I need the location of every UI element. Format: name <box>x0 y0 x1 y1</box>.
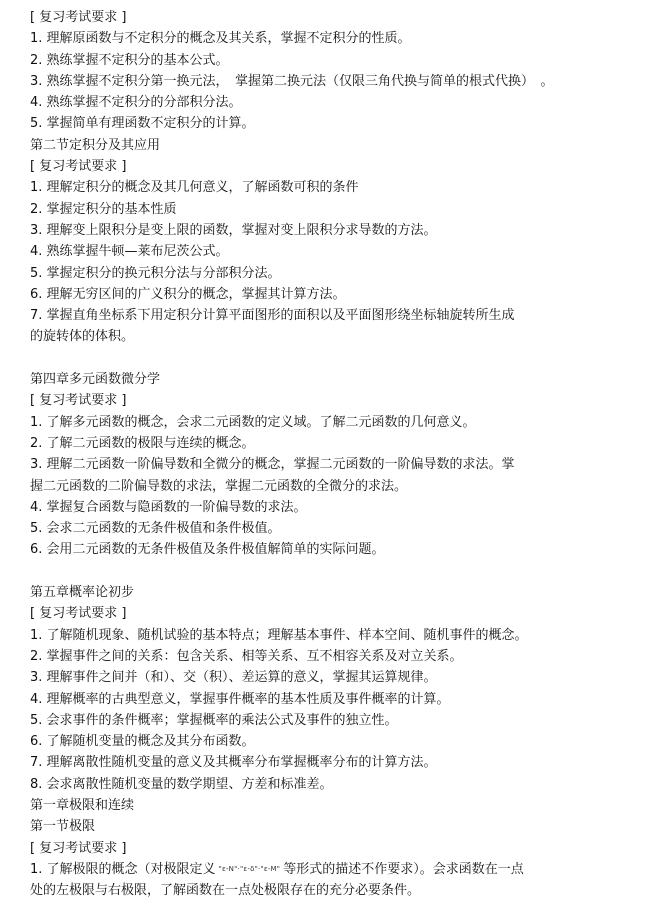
text-line: 5. 掌握简单有理函数不定积分的计算。 <box>30 116 255 132</box>
text-line: 5. 会求事件的条件概率；掌握概率的乘法公式及事件的独立性。 <box>30 712 398 728</box>
text-line: 的旋转体的体积。 <box>30 329 135 345</box>
text-line: 1. 理解定积分的概念及其几何意义，了解函数可积的条件 <box>30 180 359 196</box>
text-line: [ 复习考试要求 ] <box>30 393 127 409</box>
text-line: 6. 会用二元函数的无条件极值及条件极值解简单的实际问题。 <box>30 542 385 558</box>
text-line: 第二节定积分及其应用 <box>30 137 161 153</box>
limit-item-before: 1. 了解极限的概念（对极限定义 <box>30 862 216 878</box>
text-line: 8. 会求离散性随机变量的数学期望、方差和标准差。 <box>30 776 333 792</box>
text-line: 第五章概率论初步 <box>30 585 135 601</box>
text-line: 4. 熟练掌握不定积分的分部积分法。 <box>30 95 242 111</box>
blank-line <box>30 561 635 582</box>
text-line: 6. 了解随机变量的概念及其分布函数。 <box>30 734 255 750</box>
text-line: 第一章极限和连续 <box>30 797 135 813</box>
text-line: [ 复习考试要求 ] <box>30 840 127 856</box>
text-line: 第四章多元函数微分学 <box>30 372 161 388</box>
limit-item-line <box>30 859 635 880</box>
text-line: 3. 理解变上限积分是变上限的函数，掌握对变上限积分求导数的方法。 <box>30 222 437 238</box>
text-line: 7. 掌握直角坐标系下用定积分计算平面图形的面积以及平面图形绕坐标轴旋转所生成 <box>30 308 515 324</box>
text-line: 3. 理解二元函数一阶偏导数和全微分的概念，掌握二元函数的一阶偏导数的求法。掌 <box>30 457 515 473</box>
text-line: [ 复习考试要求 ] <box>30 606 127 622</box>
text-line: 2. 了解二元函数的极限与连续的概念。 <box>30 435 255 451</box>
text-line: 握二元函数的二阶偏导数的求法，掌握二元函数的全微分的求法。 <box>30 478 408 494</box>
text-line: 7. 理解离散性随机变量的意义及其概率分布掌握概率分布的计算方法。 <box>30 755 437 771</box>
text-line: 5. 会求二元函数的无条件极值和条件极值。 <box>30 521 281 537</box>
text-line: 3. 熟练掌握不定积分第一换元法， 掌握第二换元法（仅限三角代换与简单的根式代换） 。 <box>30 73 554 89</box>
text-line: 2. 掌握定积分的基本性质 <box>30 201 177 217</box>
text-line: 5. 掌握定积分的换元积分法与分部积分法。 <box>30 265 281 281</box>
document-body <box>30 7 635 901</box>
blank-line <box>30 348 635 369</box>
text-line: 4. 理解概率的古典型意义，掌握事件概率的基本性质及事件概率的计算。 <box>30 691 450 707</box>
text-line: 6. 理解无穷区间的广义积分的概念，掌握其计算方法。 <box>30 286 346 302</box>
text-line: 1. 了解随机现象、随机试验的基本特点；理解基本事件、样本空间、随机事件的概念。 <box>30 627 528 643</box>
text-line: 2. 熟练掌握不定积分的基本公式。 <box>30 52 229 68</box>
text-line: 4. 熟练掌握牛顿—莱布尼茨公式。 <box>30 244 229 260</box>
text-line: [ 复习考试要求 ] <box>30 159 127 175</box>
text-line: 1. 理解原函数与不定积分的概念及其关系，掌握不定积分的性质。 <box>30 31 411 47</box>
text-line: 1. 了解多元函数的概念，会求二元函数的定义域。了解二元函数的几何意义。 <box>30 414 476 430</box>
text-line: 2. 掌握事件之间的关系：包含关系、相等关系、互不相容关系及对立关系。 <box>30 648 463 664</box>
limit-definition-formula: "ε-N"·"ε-δ"·"ε-M" <box>218 864 281 873</box>
text-line: [ 复习考试要求 ] <box>30 10 127 25</box>
limit-item-continuation: 处的左极限与右极限，了解函数在一点处极限存在的充分必要条件。 <box>30 883 421 899</box>
text-line: 第一节极限 <box>30 819 96 835</box>
text-line: 3. 理解事件之间并（和）、交（积）、差运算的意义，掌握其运算规律。 <box>30 670 437 686</box>
text-line: 4. 掌握复合函数与隐函数的一阶偏导数的求法。 <box>30 499 307 515</box>
limit-item-after: 等形式的描述不作要求）。会求函数在一点 <box>283 862 524 878</box>
